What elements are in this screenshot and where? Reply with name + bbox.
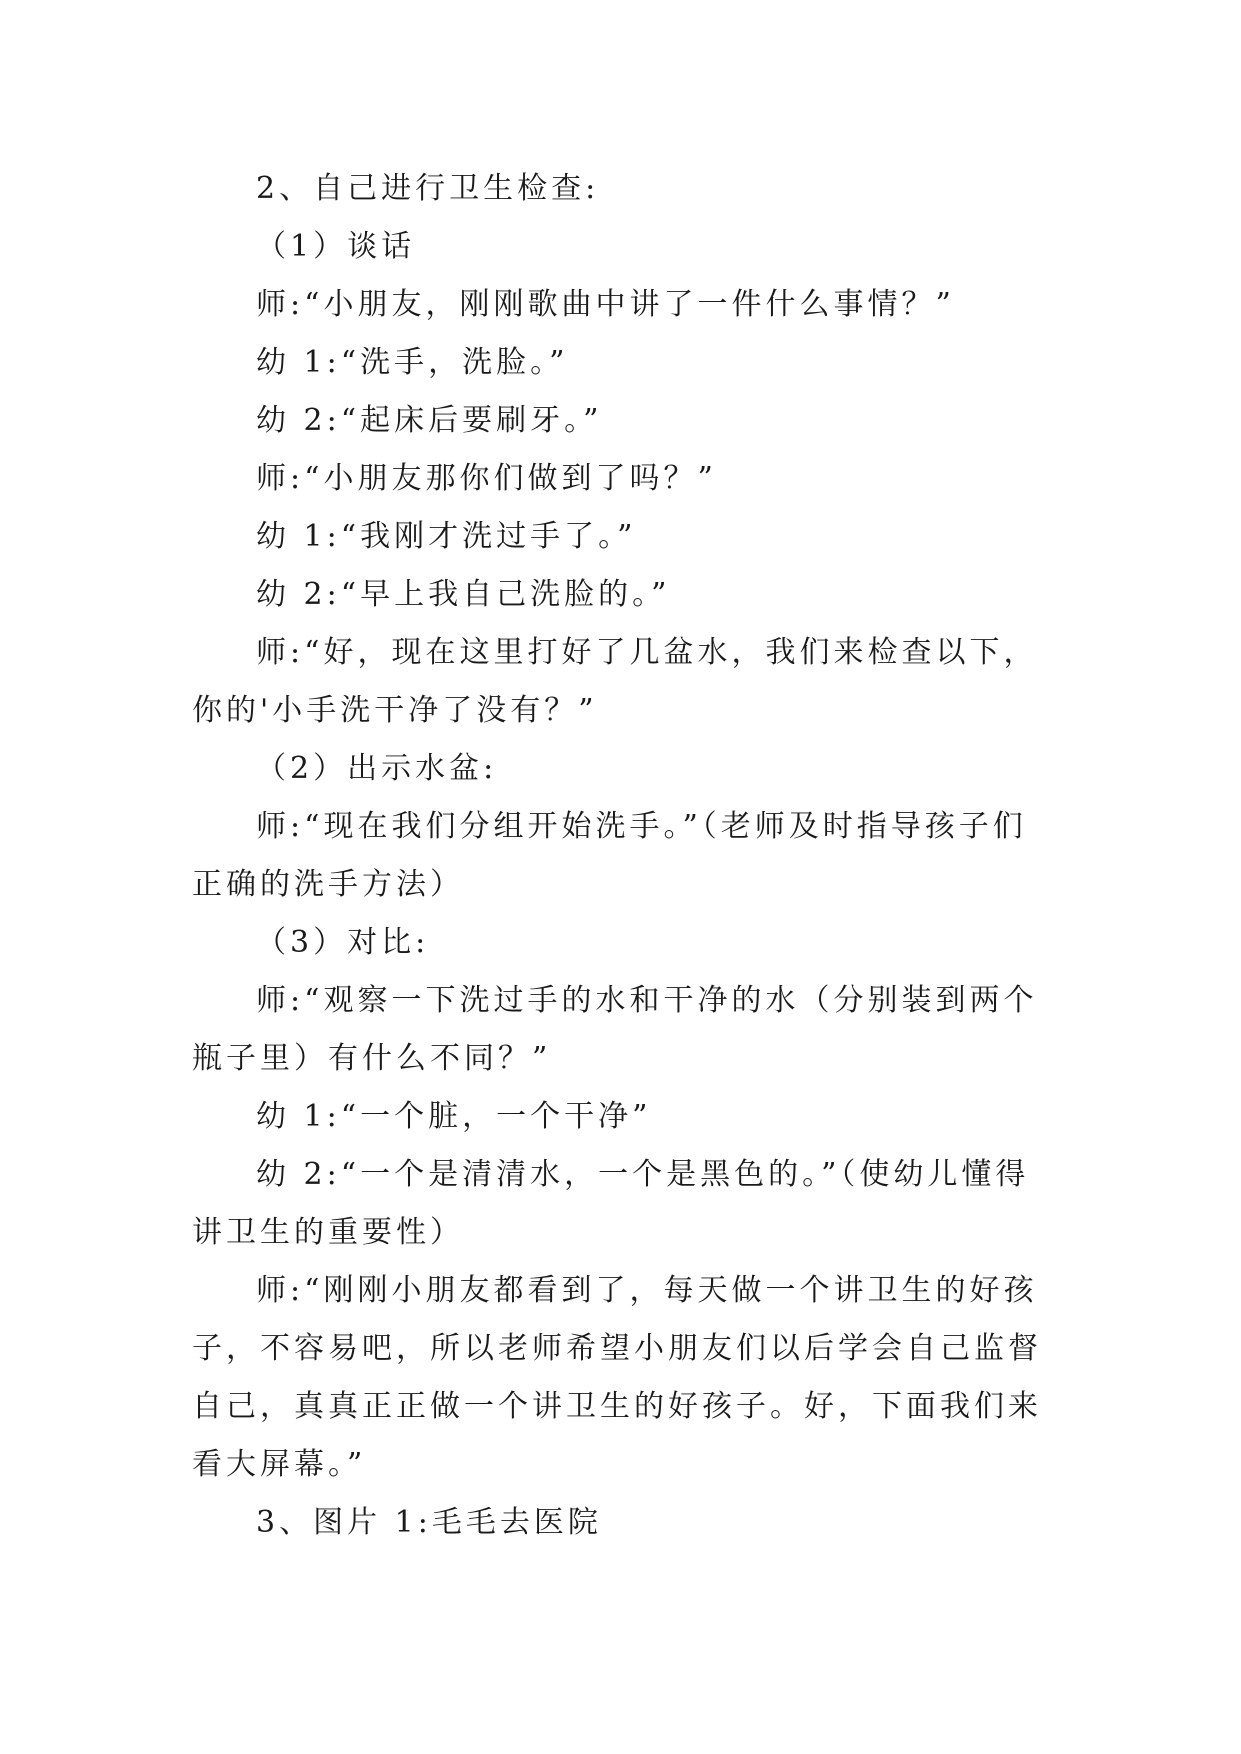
dialogue-line: 幼 1:“洗手，洗脸。” [256,345,569,380]
dialogue-line: 幼 2:“一个是清清水，一个是黑色的。”（使幼儿懂得讲卫生的重要性） [192,1157,1030,1250]
dialogue-line: 幼 1:“我刚才洗过手了。” [256,519,637,554]
dialogue-line: 师:“现在我们分组开始洗手。”（老师及时指导孩子们正确的洗手方法） [192,809,1027,902]
subsection-heading-show-basin: （2）出示水盆: [256,751,498,786]
dialogue-line: 幼 2:“起床后要刷牙。” [256,403,603,438]
document-body [192,160,1052,1552]
dialogue-line: 师:“刚刚小朋友都看到了，每天做一个讲卫生的好孩子，不容易吧，所以老师希望小朋友们以后学会自己监督自己，真真正正做一个讲卫生的好孩子。好，下面我们来看大屏幕。” [192,1273,1042,1482]
dialogue-line: 师:“观察一下洗过手的水和干净的水（分别装到两个瓶子里）有什么不同？” [192,983,1038,1076]
dialogue-line: 师:“小朋友那你们做到了吗？” [256,461,717,496]
dialogue-line: 幼 1:“一个脏，一个干净” [256,1099,652,1134]
section-heading-picture-1: 3、图片 1:毛毛去医院 [256,1505,602,1540]
dialogue-line: 师:“小朋友，刚刚歌曲中讲了一件什么事情？” [256,287,955,322]
subsection-heading-compare: （3）对比: [256,925,430,960]
dialogue-line: 幼 2:“早上我自己洗脸的。” [256,577,671,612]
dialogue-line: 师:“好，现在这里打好了几盆水，我们来检查以下，你的'小手洗干净了没有？” [192,635,1038,728]
subsection-heading-conversation: （1）谈话 [256,229,416,264]
section-heading-hygiene-check: 2、自己进行卫生检查: [256,171,600,206]
